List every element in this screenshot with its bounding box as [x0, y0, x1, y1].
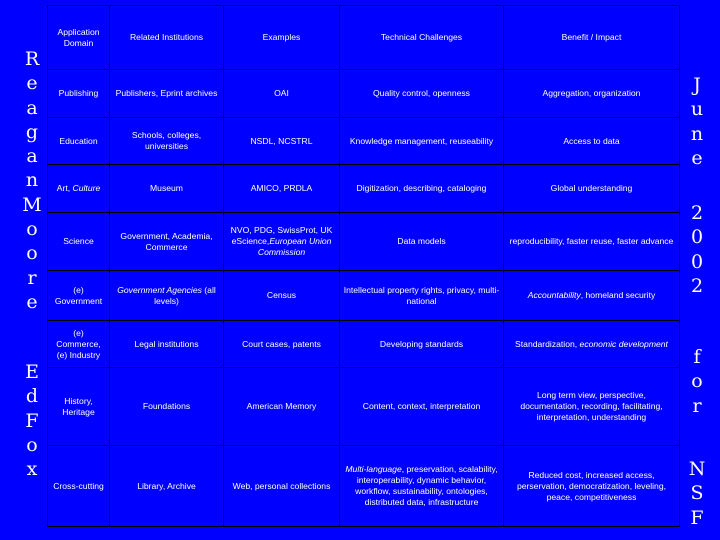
cell-text: reproducibility, faster reuse, faster advance: [509, 236, 674, 246]
vertical-letter: o: [26, 433, 38, 456]
vertical-letter: a: [26, 96, 38, 119]
cell-text: Education: [59, 135, 98, 146]
cell-institutions: [110, 70, 224, 118]
cell-text: Cross-cutting: [53, 480, 104, 491]
cell-domain: [48, 70, 110, 118]
cell-text: Quality control, openness: [373, 88, 470, 98]
cell-benefit: [504, 118, 680, 165]
application-domain-table: [47, 5, 680, 527]
cell-text: , homeland security: [580, 290, 656, 300]
table-row: [48, 446, 680, 527]
cell-text: Developing standards: [379, 338, 464, 349]
cell-text: Publishing: [58, 88, 99, 98]
cell-text: , preservation, scalability, interoperability, dynamic behavior, workflow, sustainability, ontologies, distributed data, infrastructure: [355, 464, 498, 507]
cell-institutions: [110, 368, 224, 446]
vertical-letter: J: [693, 74, 701, 96]
cell-text: American Memory: [246, 401, 317, 411]
cell-institutions: [110, 118, 224, 165]
vertical-letter: n: [25, 169, 39, 192]
cell-text: Content, context, interpretation: [362, 401, 481, 411]
cell-text: Digitization, describing, cataloging: [356, 183, 487, 193]
table-row: [48, 271, 680, 321]
cell-domain: [48, 165, 110, 213]
cell-institutions: [110, 165, 224, 213]
cell-challenges: [340, 368, 504, 446]
right-vertical-word-1: [684, 73, 710, 170]
cell-examples: [224, 446, 340, 527]
cell-text-italic: European Union Commission: [257, 236, 332, 257]
cell-text: Legal institutions: [134, 338, 199, 349]
cell-text: Census: [266, 290, 297, 300]
column-header: Related Institutions: [110, 6, 224, 70]
table-header-row: [48, 6, 680, 70]
cell-text: Aggregation, organization: [542, 88, 641, 98]
vertical-letter: F: [690, 506, 704, 529]
cell-text: Long term view, perspective, documentation, recording, facilitating, interpretation, understanding: [520, 390, 663, 422]
cell-text: Schools, colleges, universities: [131, 130, 202, 151]
vertical-letter: e: [26, 72, 38, 95]
cell-text: (e) Government: [54, 284, 103, 306]
cell-text: Data models: [397, 236, 446, 246]
vertical-letter: R: [24, 48, 40, 70]
table-row: [48, 321, 680, 368]
cell-institutions: [110, 321, 224, 368]
left-vertical-name-2: [19, 360, 45, 481]
column-header: Examples: [224, 6, 340, 70]
cell-text: AMICO, PRDLA: [250, 183, 313, 193]
vertical-letter: o: [691, 370, 703, 393]
cell-domain: [48, 368, 110, 446]
column-header: Technical Challenges: [340, 6, 504, 70]
cell-text: Science: [63, 236, 94, 246]
cell-text: Reduced cost, increased access, perservation, democratization, leveling, peace, competitiveness: [516, 469, 667, 502]
vertical-letter: 2: [690, 202, 704, 224]
cell-text: NVO, PDG, SwissProt, UK eScience,: [230, 225, 333, 246]
cell-text-italic: Accountability: [527, 290, 581, 300]
vertical-letter: u: [690, 98, 704, 121]
vertical-letter: e: [26, 290, 38, 313]
cell-text: History, Heritage: [62, 395, 95, 417]
cell-text-italic: Culture: [72, 183, 101, 193]
table-row: [48, 165, 680, 213]
cell-text: Government, Academia, Commerce: [120, 230, 213, 252]
vertical-letter: E: [25, 361, 39, 383]
cell-examples: [224, 321, 340, 368]
vertical-letter: d: [25, 385, 39, 408]
vertical-letter: f: [693, 346, 701, 368]
vertical-letter: x: [26, 458, 38, 481]
cell-examples: [224, 213, 340, 271]
vertical-letter: r: [692, 394, 702, 417]
cell-challenges: [340, 118, 504, 165]
cell-challenges: [340, 213, 504, 271]
vertical-letter: N: [688, 458, 706, 480]
cell-domain: [48, 446, 110, 527]
cell-text: Global understanding: [550, 183, 633, 193]
cell-text: Web, personal collections: [232, 480, 331, 491]
cell-benefit: [504, 70, 680, 118]
right-vertical-word-2: [684, 201, 710, 298]
cell-text: Standardization,: [515, 338, 580, 349]
cell-domain: [48, 271, 110, 321]
cell-text: Knowledge management, reuseability: [349, 135, 494, 146]
cell-institutions: [110, 446, 224, 527]
cell-examples: [224, 165, 340, 213]
table-row: [48, 368, 680, 446]
vertical-letter: g: [25, 120, 39, 143]
cell-benefit: [504, 446, 680, 527]
cell-benefit: [504, 271, 680, 321]
cell-text: Access to data: [563, 135, 620, 146]
cell-domain: [48, 213, 110, 271]
cell-text: Art,: [56, 183, 73, 193]
cell-text: Library, Archive: [137, 480, 196, 491]
cell-examples: [224, 271, 340, 321]
cell-text-italic: Government Agencies: [117, 284, 202, 295]
table-row: [48, 213, 680, 271]
cell-challenges: [340, 165, 504, 213]
table-row: [48, 70, 680, 118]
vertical-letter: a: [26, 145, 38, 168]
vertical-letter: o: [26, 242, 38, 265]
cell-text: Foundations: [142, 401, 191, 411]
vertical-letter: 0: [690, 226, 704, 249]
cell-domain: [48, 321, 110, 368]
cell-text: (all levels): [154, 284, 216, 306]
cell-text: Intellectual property rights, privacy, multi-national: [343, 284, 500, 306]
cell-examples: [224, 70, 340, 118]
cell-text-italic: economic development: [579, 338, 668, 349]
cell-benefit: [504, 368, 680, 446]
column-header: Benefit / Impact: [504, 6, 680, 70]
column-header: Application Domain: [48, 6, 110, 70]
cell-benefit: [504, 321, 680, 368]
vertical-letter: M: [22, 193, 42, 216]
cell-text-italic: Multi-language: [345, 464, 402, 474]
left-vertical-name-1: [19, 47, 45, 314]
vertical-letter: r: [27, 266, 37, 289]
cell-text: OAI: [274, 88, 289, 98]
vertical-letter: F: [25, 409, 39, 432]
cell-benefit: [504, 165, 680, 213]
cell-challenges: [340, 70, 504, 118]
cell-text: Museum: [150, 183, 183, 193]
cell-domain: [48, 118, 110, 165]
cell-text: (e) Commerce, (e) Industry: [56, 327, 101, 360]
cell-institutions: [110, 213, 224, 271]
vertical-letter: 2: [690, 274, 704, 297]
vertical-letter: o: [26, 218, 38, 241]
cell-text: Publishers, Eprint archives: [115, 88, 218, 98]
vertical-letter: n: [690, 122, 704, 145]
cell-challenges: [340, 321, 504, 368]
cell-institutions: [110, 271, 224, 321]
vertical-letter: e: [691, 146, 703, 169]
cell-challenges: [340, 271, 504, 321]
vertical-letter: S: [690, 482, 704, 505]
cell-text: NSDL, NCSTRL: [250, 135, 313, 146]
cell-challenges: [340, 446, 504, 527]
cell-examples: [224, 118, 340, 165]
vertical-letter: 0: [690, 250, 704, 273]
cell-examples: [224, 368, 340, 446]
cell-text: Court cases, patents: [242, 338, 321, 349]
right-vertical-word-3: [684, 345, 710, 418]
right-vertical-word-4: [684, 457, 710, 530]
table-row: [48, 118, 680, 165]
cell-benefit: [504, 213, 680, 271]
